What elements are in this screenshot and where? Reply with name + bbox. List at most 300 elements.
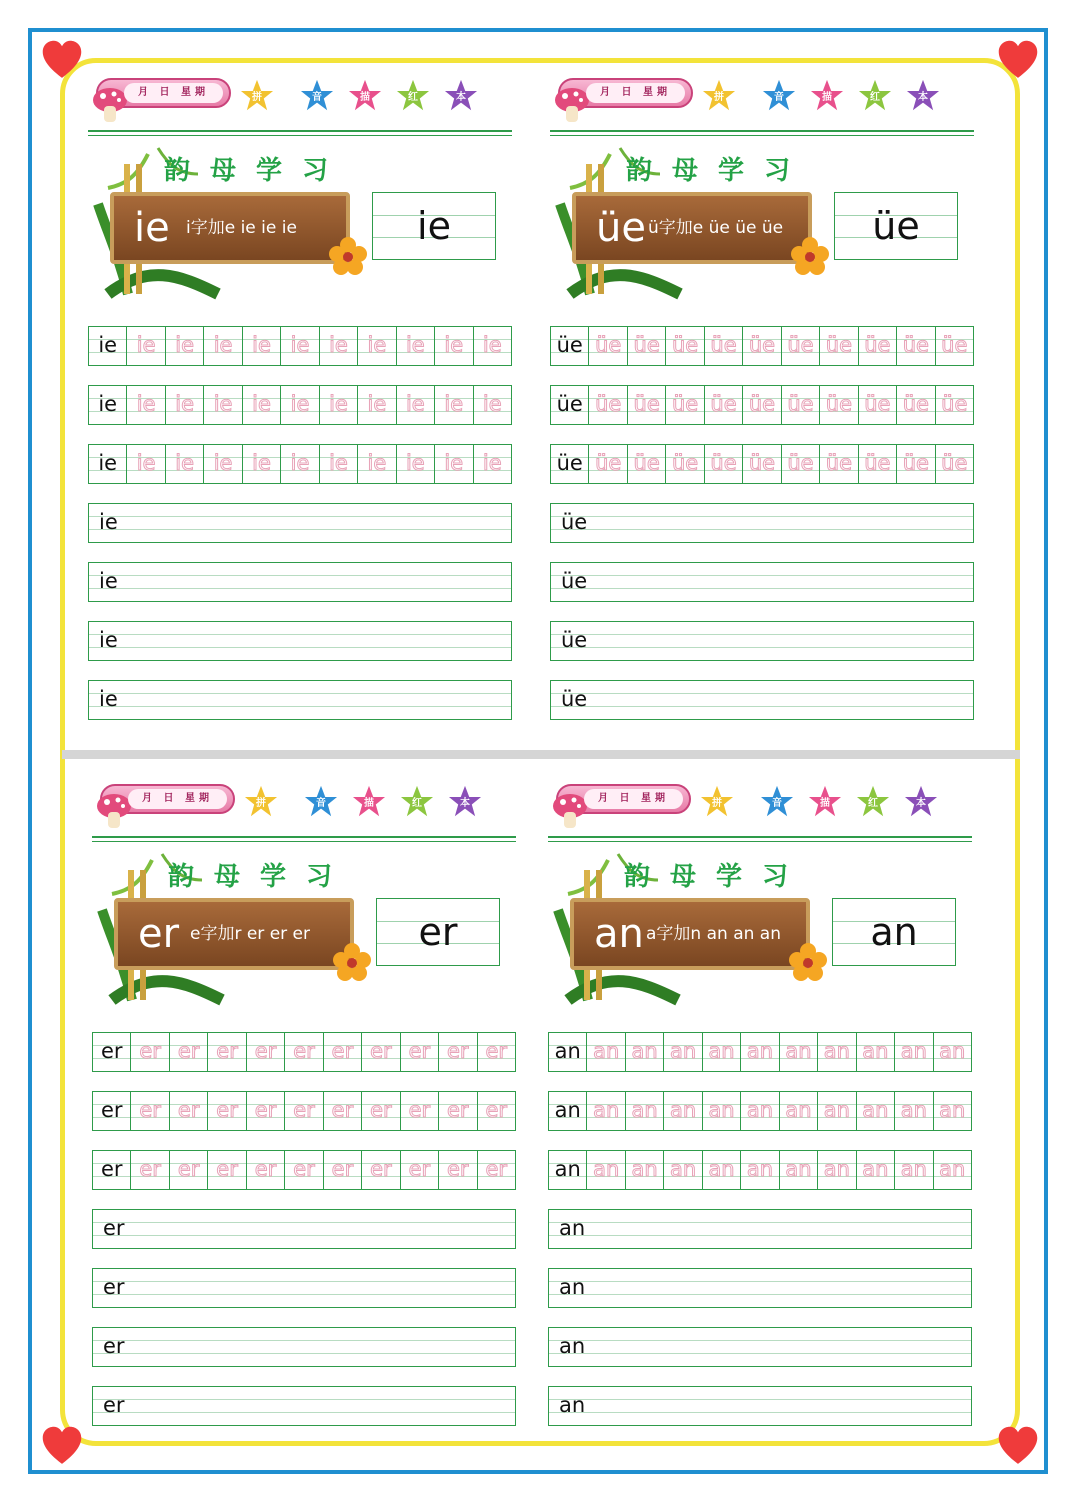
trace-text: üe [710, 392, 737, 416]
trace-text: üe [671, 392, 699, 416]
trace-text: üe [787, 392, 814, 416]
trace-cell[interactable] [131, 1151, 169, 1189]
final-sign-board [110, 192, 350, 264]
guide-line [89, 516, 511, 517]
sign-rhyme: e字加r er er er [190, 924, 311, 944]
trace-cell[interactable] [587, 1151, 625, 1189]
trace-text: er [485, 1157, 508, 1181]
guide-line [551, 693, 973, 694]
star-icon [806, 782, 844, 820]
flower-icon [332, 942, 372, 982]
final-sign-board [114, 898, 354, 970]
model-text: er [100, 1098, 123, 1122]
trace-cell[interactable] [664, 1033, 702, 1071]
trace-cell[interactable] [478, 1151, 515, 1189]
trace-cell[interactable] [362, 1092, 400, 1130]
panel-header [550, 64, 980, 124]
trace-text: üe [902, 333, 929, 357]
star-label: 描 [822, 92, 832, 103]
trace-cell[interactable] [204, 386, 242, 424]
trace-cell[interactable] [741, 1092, 779, 1130]
model-text: er [100, 1157, 123, 1181]
trace-cell[interactable] [435, 327, 473, 365]
trace-text: an [746, 1039, 774, 1063]
trace-cell[interactable] [474, 386, 511, 424]
trace-row[interactable] [88, 385, 512, 425]
star-icon [302, 782, 340, 820]
writing-row[interactable] [548, 1327, 972, 1367]
model-text: ie [99, 569, 118, 593]
model-text: an [554, 1157, 581, 1181]
model-cell[interactable] [93, 1092, 131, 1130]
trace-cell[interactable] [320, 386, 358, 424]
trace-cell[interactable] [166, 327, 204, 365]
sign-final: er [138, 911, 180, 957]
trace-cell[interactable] [358, 327, 396, 365]
trace-cell[interactable] [243, 327, 281, 365]
trace-text: er [370, 1098, 392, 1122]
trace-cell[interactable] [204, 445, 242, 483]
trace-cell[interactable] [895, 1151, 933, 1189]
trace-cell[interactable] [401, 1033, 439, 1071]
trace-cell[interactable] [703, 1033, 741, 1071]
trace-cell[interactable] [741, 1033, 779, 1071]
guide-line [93, 1222, 515, 1223]
trace-text: üe [633, 392, 660, 416]
trace-cell[interactable] [324, 1033, 362, 1071]
guide-line [551, 647, 973, 648]
trace-cell[interactable] [818, 1033, 856, 1071]
trace-text: er [331, 1157, 354, 1181]
mushroom-icon [92, 86, 128, 126]
sign-final: üe [596, 205, 646, 251]
trace-cell[interactable] [362, 1033, 400, 1071]
trace-text: er [293, 1039, 315, 1063]
model-text: er [103, 1216, 125, 1240]
demo-writing-box [376, 898, 500, 966]
worksheet-panel-ie [88, 64, 518, 724]
sign-final: ie [134, 205, 170, 251]
trace-cell[interactable] [934, 1033, 971, 1071]
trace-cell[interactable] [285, 1033, 323, 1071]
trace-text: er [254, 1157, 277, 1181]
model-text: an [559, 1393, 586, 1417]
model-text: ie [98, 392, 118, 416]
trace-cell[interactable] [320, 445, 358, 483]
writing-row[interactable] [550, 621, 974, 661]
trace-cell[interactable] [857, 1151, 895, 1189]
trace-text: ie [252, 451, 271, 475]
model-cell[interactable] [549, 1033, 587, 1071]
trace-cell[interactable] [397, 386, 435, 424]
trace-cell[interactable] [818, 1151, 856, 1189]
trace-cell[interactable] [859, 386, 897, 424]
model-text: an [559, 1275, 586, 1299]
star-label: 音 [772, 798, 782, 809]
trace-cell[interactable] [626, 1151, 664, 1189]
trace-cell[interactable] [936, 386, 973, 424]
trace-text: an [669, 1098, 697, 1122]
trace-cell[interactable] [743, 445, 781, 483]
guide-line [93, 1412, 515, 1413]
trace-cell[interactable] [478, 1033, 515, 1071]
trace-cell[interactable] [780, 1151, 818, 1189]
model-cell[interactable] [93, 1033, 131, 1071]
model-text: ie [99, 687, 118, 711]
trace-text: ie [175, 333, 195, 357]
sign-final: an [594, 911, 644, 957]
trace-cell[interactable] [782, 327, 820, 365]
trace-cell[interactable] [628, 445, 666, 483]
trace-cell[interactable] [247, 1151, 285, 1189]
guide-line [549, 1412, 971, 1413]
trace-cell[interactable] [820, 327, 858, 365]
star-label: 拼 [712, 798, 722, 809]
trace-cell[interactable] [208, 1033, 246, 1071]
trace-row[interactable] [548, 1150, 972, 1190]
trace-text: er [331, 1098, 354, 1122]
star-label: 红 [412, 798, 422, 809]
heart-icon [996, 38, 1040, 82]
trace-cell[interactable] [664, 1151, 702, 1189]
trace-cell[interactable] [934, 1092, 971, 1130]
trace-cell[interactable] [705, 327, 743, 365]
model-cell[interactable] [551, 445, 589, 483]
trace-cell[interactable] [170, 1092, 208, 1130]
trace-cell[interactable] [628, 327, 666, 365]
trace-cell[interactable] [281, 327, 319, 365]
trace-cell[interactable] [782, 386, 820, 424]
trace-cell[interactable] [358, 445, 396, 483]
trace-text: ie [175, 451, 195, 475]
writing-row[interactable] [92, 1327, 516, 1367]
trace-cell[interactable] [435, 386, 473, 424]
trace-text: ie [213, 451, 233, 475]
trace-cell[interactable] [170, 1151, 208, 1189]
trace-cell[interactable] [320, 327, 358, 365]
writing-row[interactable] [92, 1209, 516, 1249]
trace-text: an [593, 1157, 620, 1181]
mushroom-icon [96, 792, 132, 832]
trace-text: üe [748, 451, 776, 475]
trace-cell[interactable] [127, 386, 165, 424]
trace-cell[interactable] [857, 1092, 895, 1130]
trace-text: an [900, 1157, 927, 1181]
star-icon [398, 782, 436, 820]
trace-cell[interactable] [859, 327, 897, 365]
trace-cell[interactable] [127, 327, 165, 365]
trace-text: an [862, 1098, 889, 1122]
demo-final: an [870, 910, 918, 954]
model-cell[interactable] [89, 445, 127, 483]
trace-cell[interactable] [703, 1151, 741, 1189]
trace-cell[interactable] [204, 327, 242, 365]
model-cell[interactable] [551, 386, 589, 424]
star-icon [238, 76, 276, 114]
model-text: er [103, 1275, 125, 1299]
trace-cell[interactable] [439, 1151, 477, 1189]
date-badge [558, 78, 693, 108]
trace-cell[interactable] [243, 445, 281, 483]
trace-cell[interactable] [626, 1092, 664, 1130]
trace-cell[interactable] [780, 1033, 818, 1071]
guide-line [89, 647, 511, 648]
model-cell[interactable] [549, 1092, 587, 1130]
trace-cell[interactable] [587, 1092, 625, 1130]
model-cell[interactable] [89, 327, 127, 365]
trace-text: ie [444, 333, 464, 357]
trace-text: ie [290, 333, 310, 357]
trace-row[interactable] [92, 1091, 516, 1131]
trace-cell[interactable] [820, 445, 858, 483]
writing-row[interactable] [548, 1209, 972, 1249]
trace-cell[interactable] [281, 445, 319, 483]
header-divider [548, 841, 972, 842]
trace-text: an [900, 1098, 927, 1122]
trace-text: üe [595, 333, 622, 357]
writing-row[interactable] [548, 1386, 972, 1426]
trace-text: er [447, 1098, 469, 1122]
trace-text: ie [175, 392, 195, 416]
trace-row[interactable] [92, 1032, 516, 1072]
star-icon [758, 782, 796, 820]
mushroom-icon [552, 792, 588, 832]
star-label: 拼 [256, 798, 266, 809]
trace-text: an [593, 1098, 620, 1122]
trace-text: er [408, 1098, 431, 1122]
trace-cell[interactable] [895, 1033, 933, 1071]
header-divider [92, 836, 516, 838]
star-icon [346, 76, 384, 114]
model-text: er [103, 1393, 125, 1417]
model-cell[interactable] [93, 1151, 131, 1189]
trace-cell[interactable] [589, 386, 627, 424]
trace-cell[interactable] [166, 445, 204, 483]
trace-cell[interactable] [664, 1092, 702, 1130]
trace-cell[interactable] [131, 1033, 169, 1071]
trace-cell[interactable] [897, 327, 935, 365]
trace-text: ie [252, 333, 271, 357]
trace-text: an [939, 1039, 966, 1063]
writing-row[interactable] [550, 503, 974, 543]
trace-cell[interactable] [703, 1092, 741, 1130]
trace-cell[interactable] [859, 445, 897, 483]
trace-cell[interactable] [897, 386, 935, 424]
star-icon [760, 76, 798, 114]
trace-text: er [447, 1039, 469, 1063]
trace-cell[interactable] [397, 327, 435, 365]
guide-line [551, 706, 973, 707]
trace-cell[interactable] [857, 1033, 895, 1071]
trace-text: an [669, 1157, 697, 1181]
star-label: 红 [870, 92, 880, 103]
trace-cell[interactable] [131, 1092, 169, 1130]
trace-cell[interactable] [324, 1092, 362, 1130]
trace-text: er [485, 1039, 508, 1063]
trace-cell[interactable] [362, 1151, 400, 1189]
guide-line [551, 588, 973, 589]
trace-cell[interactable] [626, 1033, 664, 1071]
trace-cell[interactable] [208, 1092, 246, 1130]
trace-cell[interactable] [439, 1092, 477, 1130]
trace-text: ie [367, 333, 387, 357]
trace-text: ie [136, 333, 156, 357]
trace-text: er [216, 1098, 238, 1122]
trace-cell[interactable] [741, 1151, 779, 1189]
trace-text: an [939, 1098, 966, 1122]
writing-row[interactable] [548, 1268, 972, 1308]
trace-text: er [293, 1157, 315, 1181]
trace-text: ie [290, 392, 310, 416]
guide-line [89, 588, 511, 589]
trace-cell[interactable] [281, 386, 319, 424]
star-icon [700, 76, 738, 114]
trace-cell[interactable] [897, 445, 935, 483]
writing-row[interactable] [88, 680, 512, 720]
trace-cell[interactable] [628, 386, 666, 424]
trace-cell[interactable] [780, 1092, 818, 1130]
trace-text: an [823, 1039, 850, 1063]
trace-cell[interactable] [820, 386, 858, 424]
trace-text: üe [595, 392, 622, 416]
model-text: an [559, 1334, 586, 1358]
trace-cell[interactable] [589, 327, 627, 365]
trace-cell[interactable] [358, 386, 396, 424]
trace-row[interactable] [550, 385, 974, 425]
trace-cell[interactable] [127, 445, 165, 483]
trace-text: üe [633, 451, 660, 475]
trace-row[interactable] [92, 1150, 516, 1190]
trace-cell[interactable] [285, 1092, 323, 1130]
trace-text: üe [941, 451, 968, 475]
trace-cell[interactable] [666, 445, 704, 483]
trace-cell[interactable] [166, 386, 204, 424]
model-text: ie [99, 510, 118, 534]
worksheet-panel-üe [550, 64, 980, 724]
trace-text: ie [444, 392, 464, 416]
trace-text: üe [595, 451, 622, 475]
trace-cell[interactable] [247, 1092, 285, 1130]
writing-row[interactable] [88, 562, 512, 602]
model-text: an [554, 1039, 581, 1063]
trace-cell[interactable] [936, 445, 973, 483]
trace-text: ie [136, 392, 156, 416]
trace-text: an [939, 1157, 966, 1181]
trace-cell[interactable] [895, 1092, 933, 1130]
guide-line [89, 693, 511, 694]
trace-cell[interactable] [705, 445, 743, 483]
trace-row[interactable] [548, 1091, 972, 1131]
trace-cell[interactable] [397, 445, 435, 483]
trace-cell[interactable] [243, 386, 281, 424]
trace-cell[interactable] [439, 1033, 477, 1071]
model-text: an [559, 1216, 586, 1240]
trace-text: an [746, 1157, 774, 1181]
trace-cell[interactable] [285, 1151, 323, 1189]
star-icon [904, 76, 942, 114]
trace-text: üe [671, 451, 699, 475]
writing-row[interactable] [92, 1268, 516, 1308]
trace-cell[interactable] [208, 1151, 246, 1189]
trace-cell[interactable] [247, 1033, 285, 1071]
trace-cell[interactable] [666, 386, 704, 424]
trace-row[interactable] [550, 326, 974, 366]
trace-cell[interactable] [589, 445, 627, 483]
trace-text: an [862, 1039, 889, 1063]
trace-cell[interactable] [401, 1151, 439, 1189]
trace-cell[interactable] [474, 327, 511, 365]
trace-text: üe [825, 451, 853, 475]
worksheet-panel-an [548, 770, 978, 1430]
trace-cell[interactable] [170, 1033, 208, 1071]
trace-cell[interactable] [478, 1092, 515, 1130]
trace-text: an [746, 1098, 774, 1122]
trace-cell[interactable] [743, 386, 781, 424]
trace-text: er [139, 1098, 161, 1122]
trace-cell[interactable] [818, 1092, 856, 1130]
trace-row[interactable] [88, 444, 512, 484]
model-text: er [100, 1039, 123, 1063]
writing-row[interactable] [88, 503, 512, 543]
trace-text: er [177, 1098, 200, 1122]
trace-row[interactable] [88, 326, 512, 366]
trace-cell[interactable] [743, 327, 781, 365]
trace-cell[interactable] [934, 1151, 971, 1189]
trace-text: ie [367, 392, 387, 416]
trace-text: er [177, 1157, 200, 1181]
writing-row[interactable] [550, 562, 974, 602]
trace-text: üe [787, 333, 814, 357]
guide-line [549, 1399, 971, 1400]
writing-row[interactable] [92, 1386, 516, 1426]
trace-text: an [785, 1157, 812, 1181]
trace-text: üe [902, 392, 929, 416]
trace-cell[interactable] [666, 327, 704, 365]
trace-cell[interactable] [435, 445, 473, 483]
guide-line [551, 516, 973, 517]
heart-icon [996, 1424, 1040, 1468]
trace-cell[interactable] [936, 327, 973, 365]
model-cell[interactable] [551, 327, 589, 365]
trace-text: üe [710, 451, 737, 475]
trace-row[interactable] [548, 1032, 972, 1072]
model-cell[interactable] [549, 1151, 587, 1189]
trace-cell[interactable] [324, 1151, 362, 1189]
trace-text: ie [136, 451, 156, 475]
trace-row[interactable] [550, 444, 974, 484]
trace-cell[interactable] [705, 386, 743, 424]
trace-cell[interactable] [782, 445, 820, 483]
trace-text: er [216, 1157, 238, 1181]
trace-cell[interactable] [474, 445, 511, 483]
writing-row[interactable] [550, 680, 974, 720]
header-divider [88, 130, 512, 132]
panel-header [92, 770, 522, 830]
star-icon [242, 782, 280, 820]
model-cell[interactable] [89, 386, 127, 424]
heart-icon [40, 38, 84, 82]
trace-text: üe [902, 451, 929, 475]
guide-line [93, 1399, 515, 1400]
star-label: 本 [916, 798, 926, 809]
trace-cell[interactable] [401, 1092, 439, 1130]
star-icon [854, 782, 892, 820]
trace-cell[interactable] [587, 1033, 625, 1071]
writing-row[interactable] [88, 621, 512, 661]
trace-text: an [593, 1039, 620, 1063]
star-label: 本 [456, 92, 466, 103]
star-label: 本 [918, 92, 928, 103]
